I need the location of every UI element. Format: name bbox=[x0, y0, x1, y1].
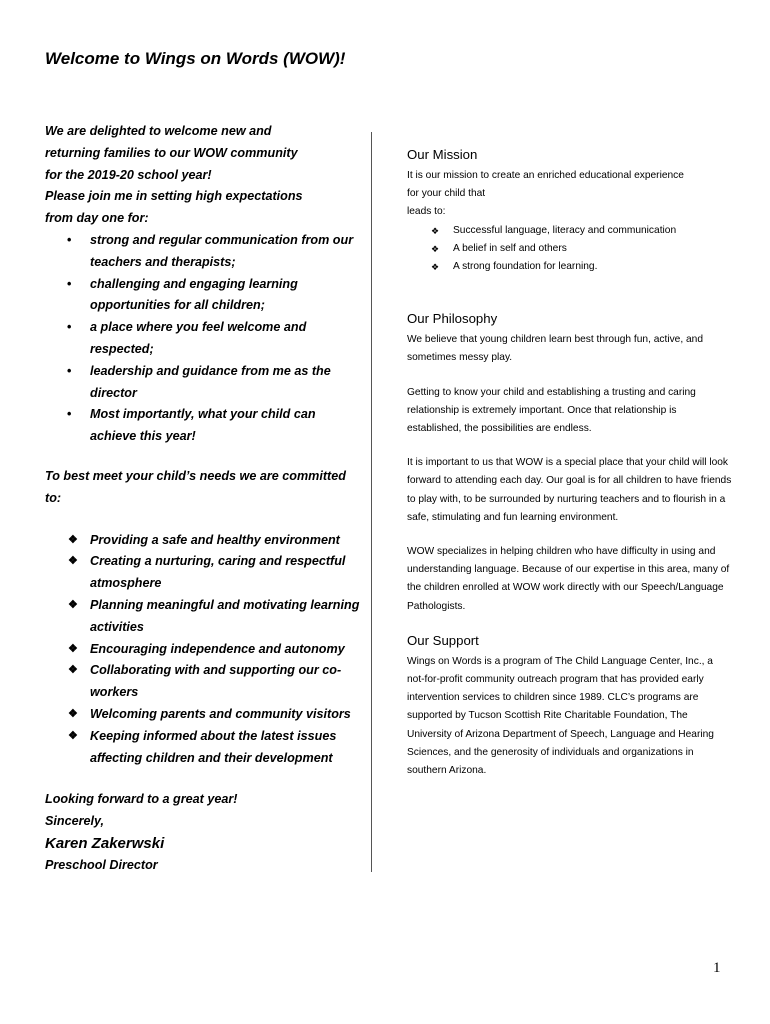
mission-item: ❖ A strong foundation for learning. bbox=[407, 258, 732, 276]
intro-line: Please join me in setting high expectations bbox=[45, 189, 303, 204]
commitment-item: ❖ Welcoming parents and community visitors bbox=[45, 704, 363, 726]
mission-heading: Our Mission bbox=[407, 147, 478, 162]
mission-text: It is our mission to create an enriched educational experience bbox=[407, 170, 684, 181]
intro-line: returning families to our WOW community bbox=[45, 145, 298, 160]
committed-line: To best meet your child’s needs we are committed bbox=[45, 468, 346, 483]
page-title: Welcome to Wings on Words (WOW)! bbox=[45, 49, 346, 68]
commitment-item: ❖ Creating a nurturing, caring and respectful atmosphere bbox=[45, 551, 363, 595]
philosophy-heading: Our Philosophy bbox=[407, 311, 498, 327]
support-text: Wings on Words is a program of The Child Language Center, Inc., a not-for-profit community outreach program that has provided early intervention services to children since 1989. CLC’s programs are supported by Tucson Scottish Rite Charitable Foundation, The University of Arizona Department of Speech, Language and Hearing Sciences, and the generosity of individuals and organizations in southern Arizona. bbox=[407, 655, 714, 777]
commitment-item: ❖ Encouraging independence and autonomy bbox=[45, 639, 363, 661]
welcome-letter bbox=[45, 121, 363, 877]
intro-line: for the 2019-20 school year! bbox=[45, 167, 212, 182]
sincerely-line: Sincerely, bbox=[45, 814, 105, 829]
philosophy-paragraph: Getting to know your child and establishing a trusting and caring relationship is extremely important. Once that relationship is established, the possibilities are endless. bbox=[407, 386, 696, 435]
mission-item: ❖ Successful language, literacy and communication bbox=[407, 222, 732, 240]
expectation-item: • challenging and engaging learning opportunities for all children; bbox=[45, 274, 363, 318]
expectations-list bbox=[45, 230, 363, 448]
director-name: Karen Zakerwski bbox=[45, 834, 165, 852]
commitment-item: ❖ Keeping informed about the latest issues affecting children and their development bbox=[45, 726, 363, 770]
info-column bbox=[407, 146, 732, 780]
expectation-item: • strong and regular communication from our teachers and therapists; bbox=[45, 230, 363, 274]
expectation-item: • leadership and guidance from me as the director bbox=[45, 361, 363, 405]
committed-line: to: bbox=[45, 490, 62, 505]
page-number: 1 bbox=[713, 960, 721, 976]
intro-line: from day one for: bbox=[45, 211, 149, 226]
commitment-item: ❖ Planning meaningful and motivating learning activities bbox=[45, 595, 363, 639]
mission-text: leads to: bbox=[407, 206, 446, 218]
closing-line: Looking forward to a great year! bbox=[45, 792, 238, 807]
column-divider bbox=[371, 132, 372, 872]
philosophy-paragraph: It is important to us that WOW is a special place that your child will look forward to attending each day. Our goal is for all children to have friends to play with, to be surrounded by nurturing teachers and to flourish in a safe, stimulating and fun learning environment. bbox=[407, 457, 732, 523]
commitments-list bbox=[45, 530, 363, 770]
philosophy-paragraph: We believe that young children learn best through fun, active, and sometimes messy play. bbox=[407, 334, 704, 364]
mission-item: ❖ A belief in self and others bbox=[407, 240, 732, 258]
director-title: Preschool Director bbox=[45, 857, 158, 872]
commitment-item: ❖ Providing a safe and healthy environment bbox=[45, 530, 363, 552]
support-heading: Our Support bbox=[407, 632, 479, 648]
intro-line: We are delighted to welcome new and bbox=[45, 124, 272, 138]
mission-list bbox=[407, 222, 732, 277]
expectation-item: • a place where you feel welcome and respected; bbox=[45, 317, 363, 361]
philosophy-paragraph: WOW specializes in helping children who have difficulty in using and understanding language. Because of our expertise in this area, many of the children enrolled at WOW work directly with our Speech/Language Pathologists. bbox=[407, 546, 730, 612]
commitment-item: ❖ Collaborating with and supporting our co-workers bbox=[45, 660, 363, 704]
mission-text: for your child that bbox=[407, 188, 486, 200]
expectation-item: • Most importantly, what your child can achieve this year! bbox=[45, 404, 363, 448]
